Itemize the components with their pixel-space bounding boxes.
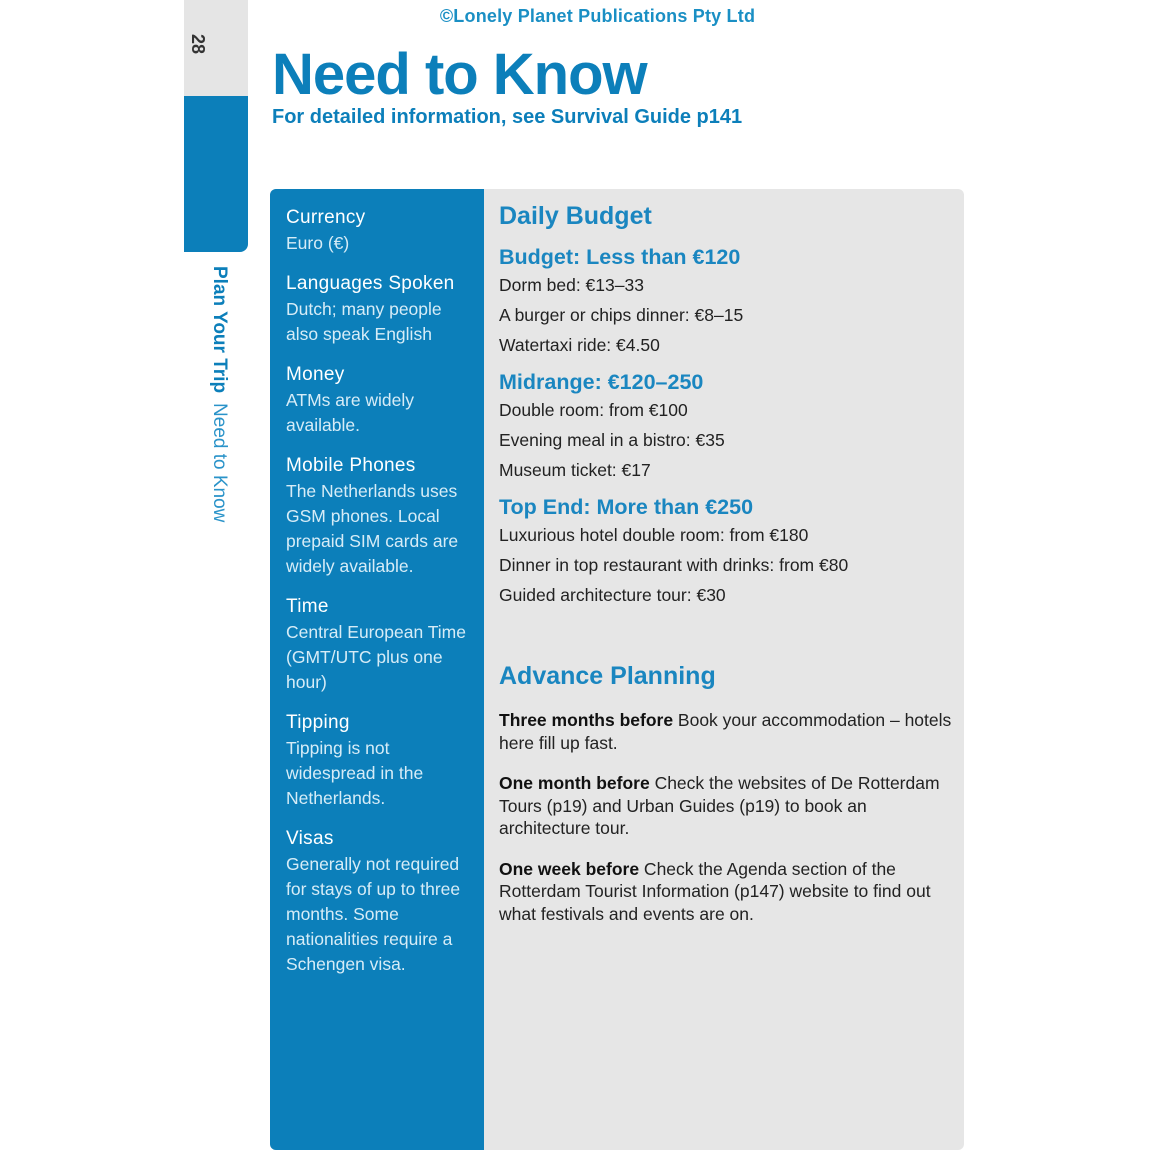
budget-item: Watertaxi ride: €4.50 [499,335,660,355]
quick-facts-list [270,189,484,977]
subsection-name: Need to Know [209,403,230,523]
fact-body: Dutch; many people also speak English [286,299,442,344]
fact-time [286,596,472,695]
planning-timeframe: One month before [499,773,650,793]
planning-text: Check the websites of De Rotterdam Tours (p19) and Urban Guides (p19) to book an architecture tour. [499,773,940,838]
fact-body: The Netherlands uses GSM phones. Local prepaid SIM cards are widely available. [286,481,459,576]
planning-item [499,858,954,926]
budget-tier-heading: Midrange: €120–250 [499,370,704,394]
copyright-notice: ©Lonely Planet Publications Pty Ltd [439,6,756,26]
fact-heading: Tipping [286,712,350,733]
fact-body: Central European Time (GMT/UTC plus one hour) [286,622,466,692]
fact-body: Euro (€) [286,233,350,253]
planning-text: Book your accommodation – hotels here fill up fast. [499,710,952,753]
budget-item: A burger or chips dinner: €8–15 [499,305,744,325]
section-tab-marker [184,96,248,252]
budget-tier-heading: Budget: Less than €120 [499,245,741,269]
advance-planning-title: Advance Planning [499,662,716,690]
quick-facts-column [270,189,484,1150]
section-running-head [208,266,230,522]
page-title: Need to Know [272,42,647,107]
info-panel [270,189,964,1150]
planning-text: Check the Agenda section of the Rotterdam Tourist Information (p147) website to find out what festivals and events are on. [499,858,931,924]
page-number [187,34,208,54]
budget-item: Museum ticket: €17 [499,460,651,480]
budget-item: Evening meal in a bistro: €35 [499,430,725,450]
budget-tier-top-end [499,495,954,610]
fact-heading: Languages Spoken [286,273,455,294]
fact-body: Generally not required for stays of up to three months. Some nationalities require a Schengen visa. [286,854,461,974]
fact-money [286,364,472,438]
budget-item: Guided architecture tour: €30 [499,585,726,605]
fact-tipping [286,712,472,811]
budget-tier-midrange [499,370,954,485]
fact-heading: Mobile Phones [286,455,416,476]
fact-body: ATMs are widely available. [286,390,415,435]
budget-item: Dorm bed: €13–33 [499,275,644,295]
fact-languages [286,273,472,347]
fact-visas [286,828,472,977]
planning-timeframe: Three months before [499,710,674,730]
fact-body: Tipping is not widespread in the Netherlands. [286,738,424,808]
budget-item: Dinner in top restaurant with drinks: from €80 [499,555,849,575]
budget-item: Double room: from €100 [499,400,688,420]
budget-tier-budget [499,245,954,360]
fact-heading: Time [286,596,329,617]
budget-tier-heading: Top End: More than €250 [499,495,754,519]
planning-item [499,772,954,840]
details-column [499,189,954,925]
planning-timeframe: One week before [499,858,640,879]
fact-heading: Currency [286,207,366,228]
page-number-text: 28 [188,34,208,55]
fact-currency [286,207,472,256]
planning-item [499,709,954,754]
fact-heading: Money [286,364,345,385]
fact-heading: Visas [286,828,334,849]
page-subtitle: For detailed information, see Survival Guide p141 [272,106,743,128]
budget-item: Luxurious hotel double room: from €180 [499,525,809,545]
section-name: Plan Your Trip [209,266,230,394]
daily-budget-title: Daily Budget [499,202,652,230]
fact-mobile-phones [286,455,472,579]
